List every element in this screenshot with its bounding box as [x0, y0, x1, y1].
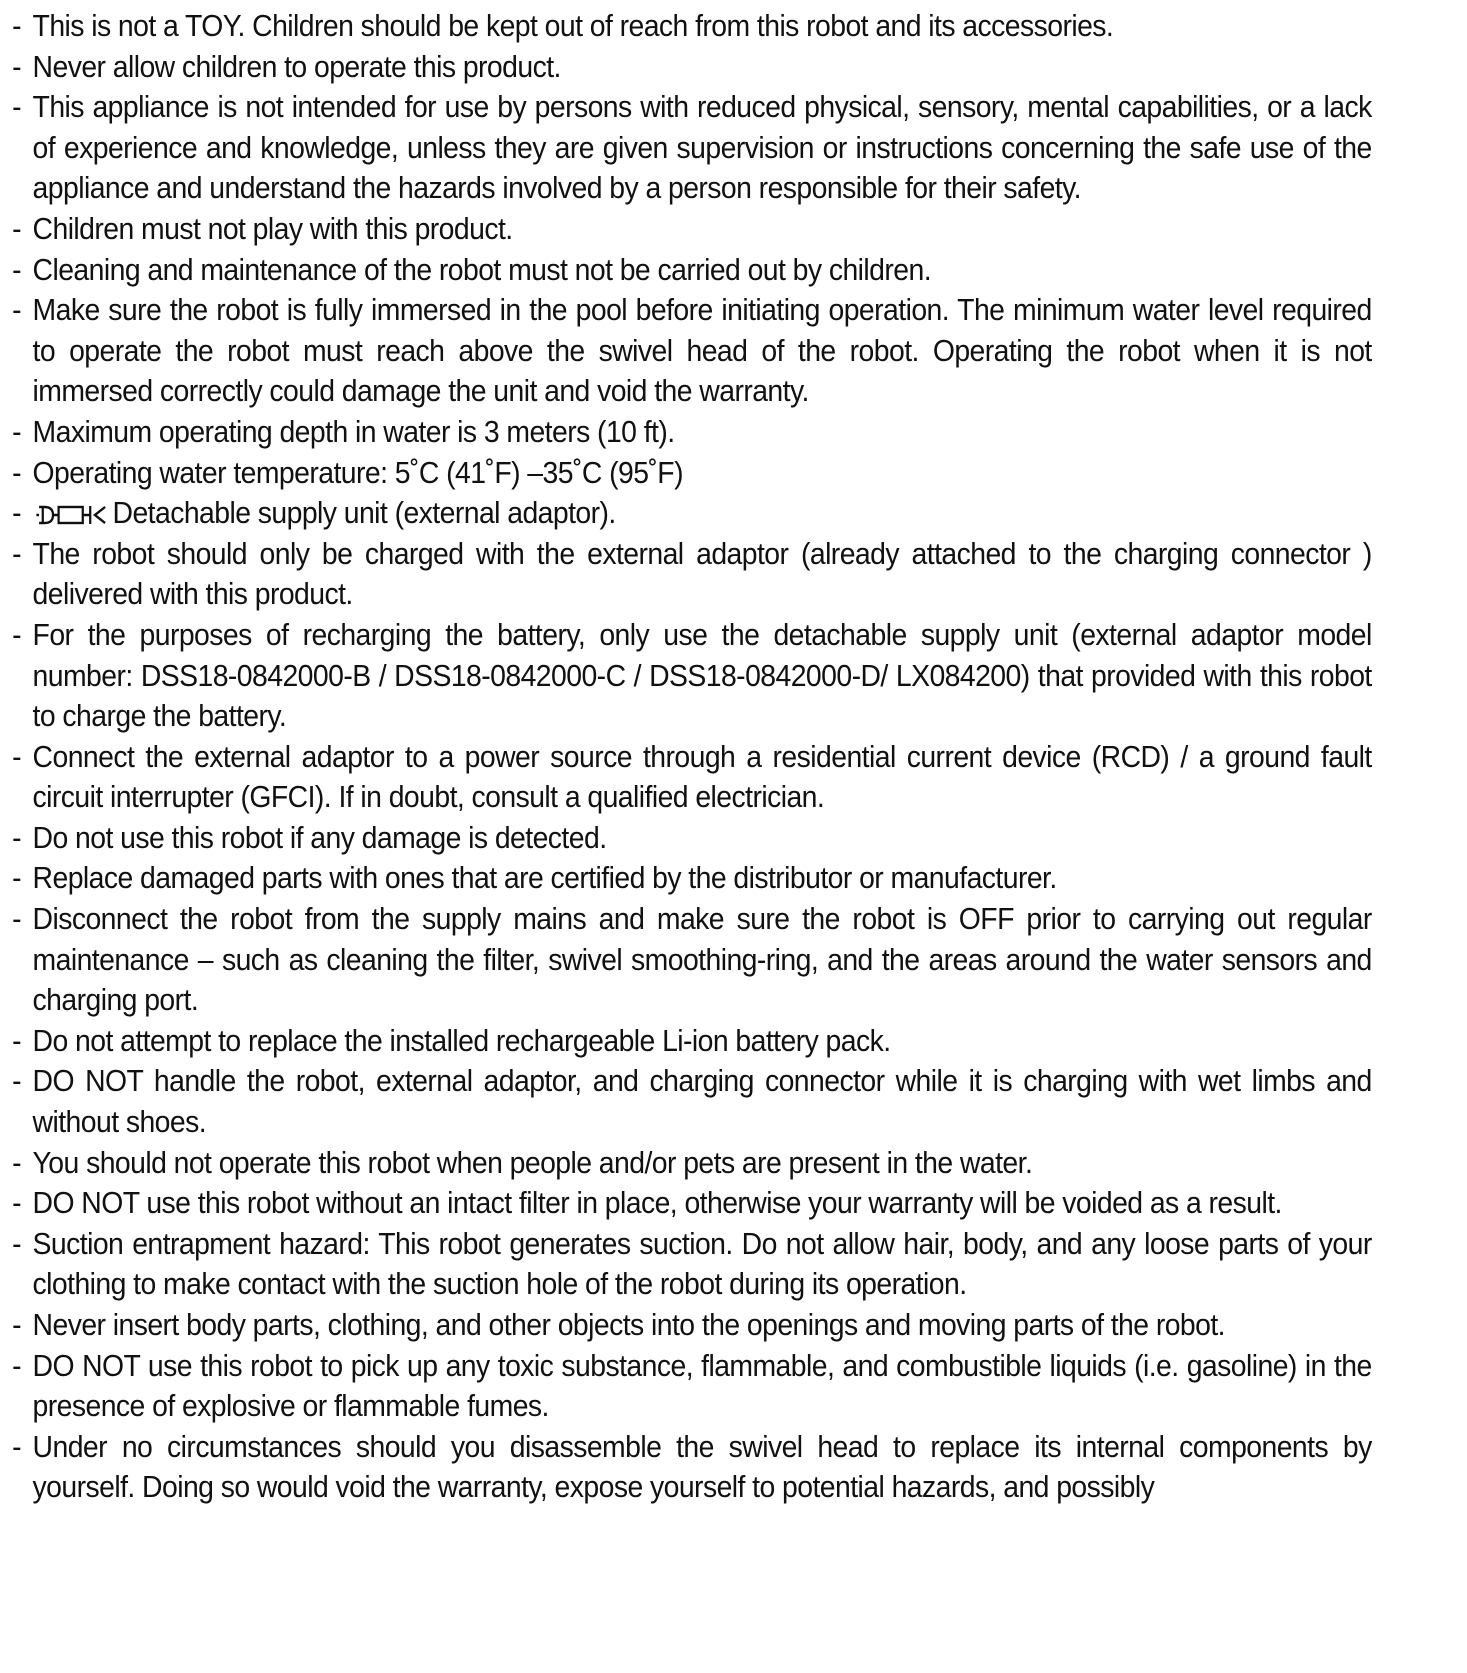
bullet-dash: - [12, 820, 21, 855]
item-text: Do not attempt to replace the installed rechargeable Li-ion battery pack. [32, 1023, 891, 1058]
list-item [12, 1061, 1372, 1142]
bullet-dash: - [12, 1429, 21, 1464]
item-text: Replace damaged parts with ones that are certified by the distributor or manufacturer. [32, 861, 1057, 896]
item-text: Children must not play with this product. [32, 211, 513, 246]
item-text: Disconnect the robot from the supply mains and make sure the robot is OFF prior to carrying out regular maintenance – such as cleaning the filter, swivel smoothing-ring, and the areas around the water sensors and charging port. [32, 902, 1372, 1018]
list-item [12, 615, 1372, 737]
list-item [12, 1183, 1372, 1224]
item-text: Never insert body parts, clothing, and other objects into the openings and moving parts of the robot. [32, 1308, 1226, 1342]
item-text: Cleaning and maintenance of the robot must not be carried out by children. [32, 252, 932, 287]
list-item [12, 250, 1372, 291]
item-text: The robot should only be charged with the external adaptor (already attached to the charging connector ) delivered with this product. [32, 536, 1372, 612]
item-text: Detachable supply unit (external adaptor). [112, 496, 616, 531]
list-item [12, 858, 1372, 899]
bullet-dash: - [12, 9, 21, 43]
item-text: Make sure the robot is fully immersed in the pool before initiating operation. The minimum water level required to operate the robot must reach above the swivel head of the robot. Operating the robot when it is not immersed correctly could damage the unit and void the warranty. [32, 293, 1372, 409]
bullet-dash: - [12, 211, 21, 246]
list-item [12, 209, 1372, 250]
bullet-dash: - [12, 1348, 21, 1383]
item-text: Under no circumstances should you disassemble the swivel head to replace its internal components by yourself. Doing so would void the warranty, expose yourself to potential hazards, and possibly [32, 1429, 1372, 1505]
bullet-dash: - [12, 49, 21, 84]
item-text: Never allow children to operate this product. [32, 49, 561, 84]
list-item [12, 1224, 1372, 1305]
item-text: DO NOT handle the robot, external adaptor, and charging connector while it is charging with wet limbs and without shoes. [32, 1064, 1372, 1140]
list-item [12, 1305, 1372, 1346]
item-text: Do not use this robot if any damage is detected. [32, 820, 607, 855]
safety-list [12, 6, 1372, 1508]
item-text: DO NOT use this robot without an intact filter in place, otherwise your warranty will be voided as a result. [32, 1186, 1282, 1221]
item-text: Connect the external adaptor to a power source through a residential current device (RCD) / a ground fault circuit interrupter (GFCI). If in doubt, consult a qualified electrician. [32, 739, 1372, 815]
bullet-dash: - [12, 414, 21, 449]
item-text: This is not a TOY. Children should be kept out of reach from this robot and its accessories. [32, 9, 1114, 43]
list-item [12, 493, 1372, 534]
item-text: This appliance is not intended for use by persons with reduced physical, sensory, mental capabilities, or a lack of experience and knowledge, unless they are given supervision or instructions concerning the safe use of the appliance and understand the hazards involved by a person responsible for their safety. [32, 90, 1372, 206]
list-item [12, 1143, 1372, 1184]
item-text: Operating water temperature: 5˚C (41˚F) –35˚C (95˚F) [32, 455, 683, 490]
list-item [12, 1427, 1372, 1508]
bullet-dash: - [12, 293, 21, 328]
list-item [12, 47, 1372, 88]
list-item [12, 412, 1372, 453]
bullet-dash: - [12, 1308, 21, 1342]
bullet-dash: - [12, 1064, 21, 1099]
detachable-supply-unit-icon [36, 504, 107, 526]
bullet-dash: - [12, 536, 21, 571]
list-item [12, 453, 1372, 494]
bullet-dash: - [12, 1145, 21, 1180]
bullet-dash: - [12, 90, 21, 125]
list-item [12, 290, 1372, 412]
item-text: DO NOT use this robot to pick up any toxic substance, flammable, and combustible liquids (i.e. gasoline) in the presence of explosive or flammable fumes. [32, 1348, 1372, 1424]
bullet-dash: - [12, 252, 21, 287]
bullet-dash: - [12, 1186, 21, 1221]
list-item [12, 899, 1372, 1021]
bullet-dash: - [12, 902, 21, 937]
bullet-dash: - [12, 739, 21, 774]
list-item [12, 6, 1372, 47]
item-text: For the purposes of recharging the battery, only use the detachable supply unit (external adaptor model number: DSS18-0842000-B / DSS18-0842000-C / DSS18-0842000-D/ LX084200) that provided with this robot to charge the battery. [32, 617, 1372, 734]
bullet-dash: - [12, 617, 21, 652]
bullet-dash: - [12, 496, 21, 531]
bullet-dash: - [12, 1023, 21, 1058]
list-item [12, 87, 1372, 209]
list-item [12, 1346, 1372, 1427]
bullet-dash: - [12, 861, 21, 896]
adaptor-symbol-svg [36, 504, 107, 526]
item-text: Maximum operating depth in water is 3 meters (10 ft). [32, 414, 675, 449]
list-item [12, 737, 1372, 818]
list-item [12, 1021, 1372, 1062]
list-item [12, 534, 1372, 615]
item-text: Suction entrapment hazard: This robot generates suction. Do not allow hair, body, and any loose parts of your clothing to make contact with the suction hole of the robot during its operation. [32, 1226, 1372, 1302]
list-item [12, 818, 1372, 859]
bullet-dash: - [12, 1226, 21, 1261]
item-text: You should not operate this robot when people and/or pets are present in the water. [32, 1145, 1033, 1180]
bullet-dash: - [12, 455, 21, 490]
